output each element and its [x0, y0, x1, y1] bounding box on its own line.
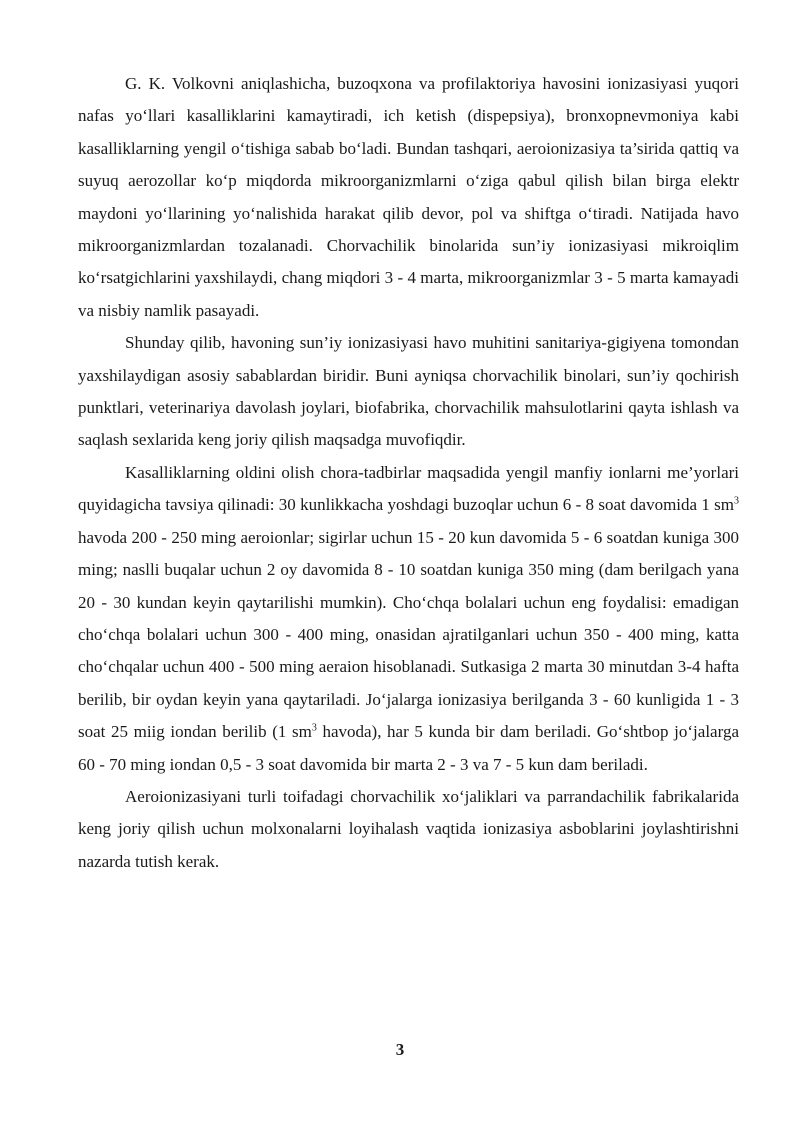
- page-number: 3: [395, 1040, 405, 1059]
- paragraph-4: [78, 781, 739, 878]
- paragraph-4-text: Aeroionizasiyani turli toifadagi chorvachilik xo‘jaliklari va parrandachilik fabrikalarida keng joriy qilish uchun molxonalarni loyihalash vaqtida ionizasiya asboblarini joylashtirishni nazarda tutish kerak.: [78, 786, 739, 871]
- paragraph-2-text: Shunday qilib, havoning sun’iy ionizasiyasi havo muhitini sanitariya-gigiyena tomondan yaxshilaydigan asosiy sabablardan biridir. Buni ayniqsa chorvachilik binolari, sun’iy qochirish punktlari, veterinariya davolash joylari, biofabrika, chorvachilik mahsulotlarini qayta ishlash va saqlash sexlarida keng joriy qilish maqsadga muvofiqdir.: [78, 333, 739, 450]
- paragraph-3: [78, 457, 739, 781]
- paragraph-3-text-a: Kasalliklarning oldini olish chora-tadbirlar maqsadida yengil manfiy ionlarni me’yorlari quyidagicha tavsiya qilinadi: 30 kunlikkacha yoshdagi buzoqlar uchun 6 - 8 soat davomida 1 sm: [78, 462, 739, 515]
- superscript-cubic: 3: [311, 722, 317, 734]
- paragraph-2: [78, 327, 739, 457]
- document-body: [78, 68, 739, 878]
- paragraph-3-text-c: havoda), har 5 kunda bir dam beriladi. Go‘shtbop jo‘jalarga 60 - 70 ming iondan 0,5 - 3 soat davomida bir marta 2 - 3 va 7 - 5 kun dam beriladi.: [78, 722, 739, 774]
- paragraph-3-text-b: havoda 200 - 250 ming aeroionlar; sigirlar uchun 15 - 20 kun davomida 5 - 6 soatdan kuniga 300 ming; naslli buqalar uchun 2 oy davomida 8 - 10 soatdan kuniga 350 ming (dam berilgach yana 20 - 30 kundan keyin qaytarilishi mumkin). Cho‘chqa bolalari uchun eng foydalisi: emadigan cho‘chqa bolalari uchun 300 - 400 ming, onasidan ajratilganlari uchun 350 - 400 ming, katta cho‘chqalar uchun 400 - 500 ming aeraion hisoblanadi. Sutkasiga 2 marta 30 minutdan 3-4 hafta berilib, bir oydan keyin yana qaytariladi. Jo‘jalarga ionizasiya berilganda 3 - 60 kunligida 1 - 3 soat 25 miig iondan berilib (1 sm: [78, 527, 739, 742]
- paragraph-1: [78, 68, 739, 327]
- superscript-cubic: 3: [734, 495, 739, 507]
- paragraph-1-text: G. K. Volkovni aniqlashicha, buzoqxona va profilaktoriya havosini ionizasiyasi yuqori nafas yo‘llari kasalliklarini kamaytiradi, ich ketish (dispepsiya), bronxopnevmoniya kabi kasalliklarning yengil o‘tishiga sabab bo‘ladi. Bundan tashqari, aeroionizasiya ta’sirida qattiq va suyuq aerozollar ko‘p miqdorda mikroorganizmlarni o‘ziga qabul qilish bilan birga elektr maydoni yo‘llarining yo‘nalishida harakat qilib devor, pol va shiftga o‘tiradi. Natijada havo mikroorganizmlardan tozalanadi. Chorvachilik binolarida sun’iy ionizasiyasi mikroiqlim ko‘rsatgichlarini yaxshilaydi, chang miqdori 3 - 4 marta, mikroorganizmlar 3 - 5 marta kamayadi va nisbiy namlik pasayadi.: [78, 74, 739, 320]
